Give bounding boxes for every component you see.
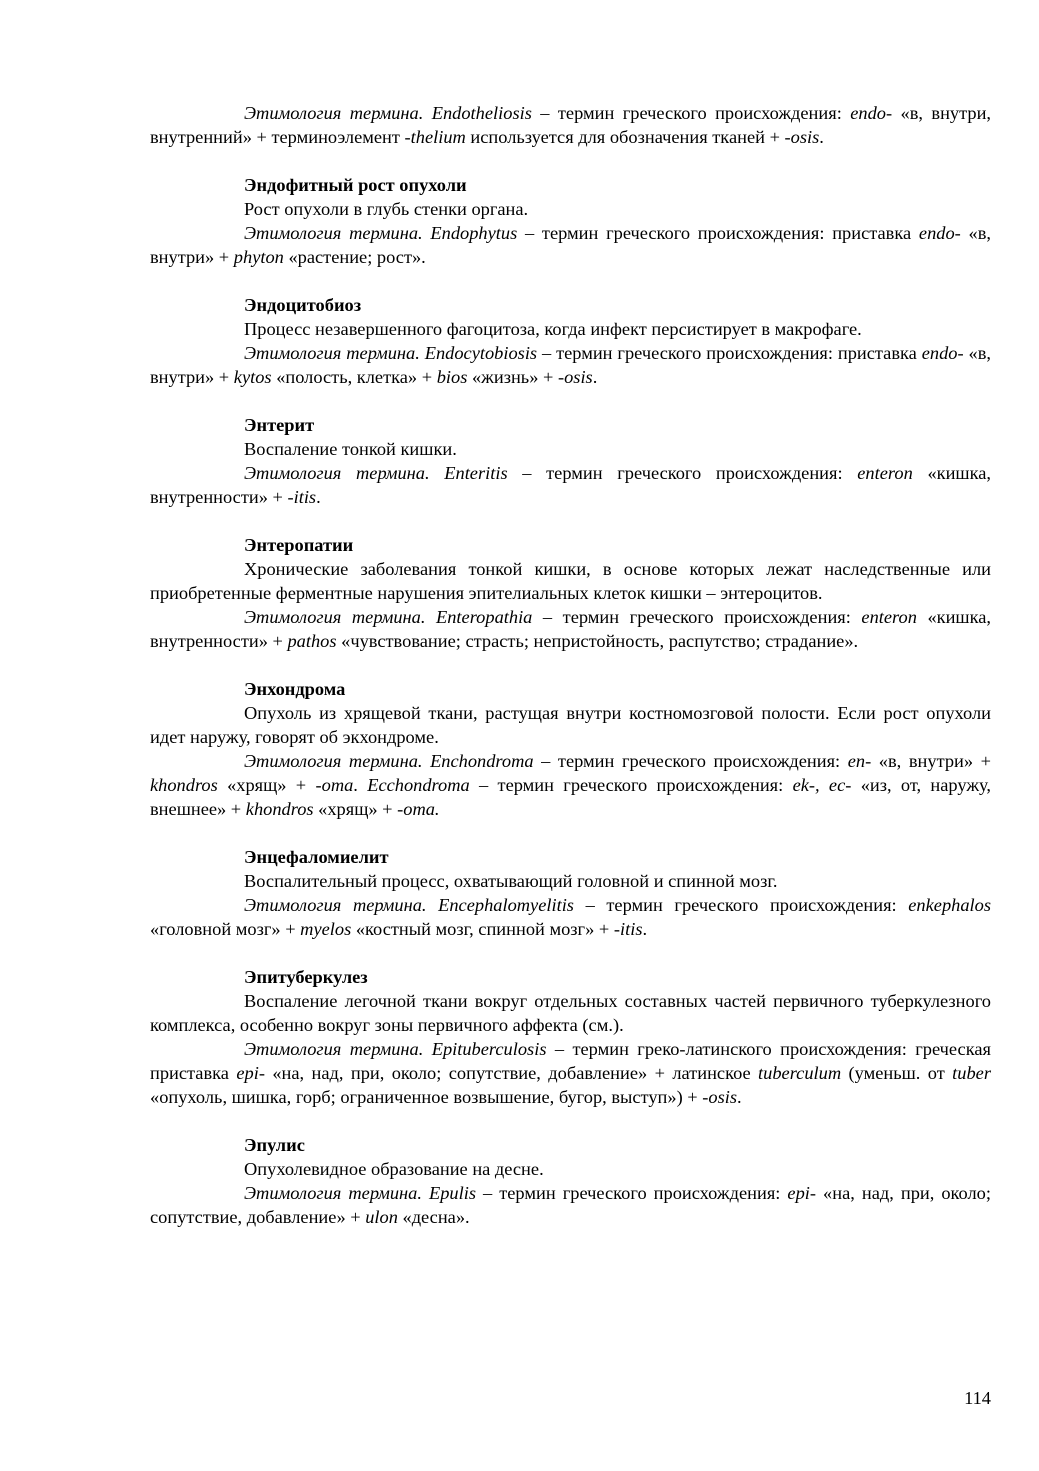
text-segment: Хронические заболевания тонкой кишки, в основе которых лежат наследственные или приобретенные ферментные нарушения эпителиальных клеток кишки – энтероцитов. (150, 559, 991, 603)
italic-segment: endo- (850, 103, 893, 123)
italic-segment: epi- (236, 1063, 265, 1083)
text-segment: . (819, 127, 824, 147)
entry-term: Эндоцитобиоз (244, 295, 362, 315)
text-segment: Процесс незавершенного фагоцитоза, когда инфект персистирует в макрофаге. (244, 319, 862, 339)
text-segment: «чувствование; страсть; непристойность, распутство; страдание». (336, 631, 859, 651)
italic-segment: Этимология термина. Endotheliosis (244, 103, 532, 123)
text-segment: (уменьш. от (841, 1063, 953, 1083)
text-segment: используется для обозначения тканей + (465, 127, 785, 147)
text-segment: «на, над, при, около; сопутствие, добавление» + латинское (264, 1063, 759, 1083)
italic-segment: Этимология термина. Epulis (244, 1183, 476, 1203)
italic-segment: pathos (287, 631, 337, 651)
definition-paragraph (150, 869, 991, 893)
page-number: 114 (964, 1388, 991, 1408)
italic-segment: -itis (613, 919, 643, 939)
text-segment: – термин греческого происхождения: (507, 463, 858, 483)
etymology-paragraph (150, 461, 991, 509)
definition-paragraph (150, 1157, 991, 1181)
italic-segment: Этимология термина. Epituberculosis (244, 1039, 547, 1059)
italic-segment: phyton (233, 247, 284, 267)
italic-segment: Этимология термина. Enteritis (244, 463, 508, 483)
glossary-entry (150, 677, 991, 821)
italic-segment: ek-, ec- (792, 775, 852, 795)
definition-paragraph (150, 701, 991, 749)
text-segment: . (353, 775, 368, 795)
entry-term: Энцефаломиелит (244, 847, 389, 867)
text-segment: «полость, клетка» + (271, 367, 437, 387)
text-segment: «десна». (397, 1207, 470, 1227)
text-segment: «в, внутри, внутренний» + терминоэлемент (150, 103, 992, 147)
italic-segment: epi- (787, 1183, 817, 1203)
italic-segment: bios (436, 367, 468, 387)
italic-segment: Этимология термина. Endocytobiosis (244, 343, 538, 363)
italic-segment: khondros (150, 775, 218, 795)
text-segment: «опухоль, шишка, горб; ограниченное возвышение, бугор, выступ») + (150, 1087, 703, 1107)
entry-term: Эндофитный рост опухоли (244, 175, 467, 195)
text-segment: . (642, 919, 648, 939)
italic-segment: -oma (315, 775, 354, 795)
italic-segment: tuberculum (758, 1063, 842, 1083)
glossary-entry (150, 845, 991, 941)
glossary-entry (150, 533, 991, 653)
italic-segment: -thelium (404, 127, 466, 147)
etymology-paragraph (150, 101, 991, 149)
italic-segment: endo- (921, 343, 964, 363)
italic-segment: -osis (557, 367, 593, 387)
italic-segment: ulon (365, 1207, 398, 1227)
italic-segment: tuber (952, 1063, 991, 1083)
text-segment: – термин греческого происхождения: (533, 751, 848, 771)
italic-segment: Этимология термина. Endophytus (244, 223, 518, 243)
definition-paragraph (150, 557, 991, 605)
definition-paragraph (150, 317, 991, 341)
text-segment: – термин греческого происхождения: (531, 103, 851, 123)
entry-term: Энхондрома (244, 679, 346, 699)
text-segment: «растение; рост». (283, 247, 426, 267)
entry-term: Энтеропатии (244, 535, 354, 555)
text-segment: Рост опухоли в глубь стенки органа. (244, 199, 529, 219)
text-segment: «жизнь» + (467, 367, 558, 387)
text-segment: «в, внутри» + (871, 751, 992, 771)
italic-segment: Этимология термина. Enteropathia (244, 607, 533, 627)
italic-segment: Ecchondroma (367, 775, 470, 795)
glossary-entry (150, 173, 991, 269)
entry-term: Эпитуберкулез (244, 967, 368, 987)
text-segment: «хрящ» + (313, 799, 398, 819)
glossary-entry (150, 965, 991, 1109)
text-segment: Воспалительный процесс, охватывающий головной и спинной мозг. (244, 871, 778, 891)
italic-segment: en- (847, 751, 872, 771)
text-segment: Опухоль из хрящевой ткани, растущая внутри костномозговой полости. Если рост опухоли идет наружу, говорят об экхондроме. (150, 703, 991, 747)
glossary-entry (150, 413, 991, 509)
entry-term: Энтерит (244, 415, 315, 435)
etymology-paragraph (150, 341, 991, 389)
italic-segment: khondros (245, 799, 314, 819)
italic-segment: -osis (702, 1087, 738, 1107)
etymology-paragraph (150, 1037, 991, 1109)
etymology-paragraph (150, 749, 991, 821)
text-segment: «в, внутри» + (150, 223, 992, 267)
definition-paragraph (150, 197, 991, 221)
italic-segment: myelos (300, 919, 352, 939)
text-segment: – термин греческого происхождения: (469, 775, 793, 795)
text-segment: – термин греко-латинского происхождения: греческая приставка (150, 1039, 991, 1083)
italic-segment: kytos (233, 367, 272, 387)
italic-segment: endo- (918, 223, 961, 243)
entry-term: Эпулис (244, 1135, 305, 1155)
text-segment: . (316, 487, 321, 507)
etymology-paragraph (150, 893, 991, 941)
text-segment: – термин греческого происхождения: приставка (517, 223, 919, 243)
glossary-entry (150, 1133, 991, 1229)
text-segment: Опухолевидное образование на десне. (244, 1159, 544, 1179)
text-segment: «кишка, внутренности» + (150, 463, 991, 507)
text-segment: – термин греческого происхождения: (532, 607, 862, 627)
text-segment: «костный мозг, спинной мозг» + (351, 919, 614, 939)
italic-segment: enteron (857, 463, 913, 483)
italic-segment: -osis (784, 127, 820, 147)
italic-segment: -oma. (397, 799, 440, 819)
text-segment: «на, над, при, около; сопутствие, добавление» + (150, 1183, 991, 1227)
text-segment: «в, внутри» + (150, 343, 991, 387)
italic-segment: enteron (861, 607, 917, 627)
text-segment: «головной мозг» + (150, 919, 301, 939)
italic-segment: Этимология термина. Enchondroma (244, 751, 534, 771)
definition-paragraph (150, 437, 991, 461)
glossary-entry (150, 101, 991, 149)
text-segment: «хрящ» + (217, 775, 316, 795)
etymology-paragraph (150, 221, 991, 269)
text-segment: . (737, 1087, 742, 1107)
etymology-paragraph (150, 605, 991, 653)
italic-segment: enkephalos (908, 895, 991, 915)
text-segment: – термин греческого происхождения: (475, 1183, 788, 1203)
text-segment: . (592, 367, 598, 387)
text-segment: Воспаление легочной ткани вокруг отдельных составных частей первичного туберкулезного комплекса, особенно вокруг зоны первичного аффекта (см.). (150, 991, 991, 1035)
glossary-entry (150, 293, 991, 389)
text-segment: – термин греческого происхождения: (573, 895, 909, 915)
italic-segment: -itis (287, 487, 317, 507)
document-body (150, 101, 991, 1253)
text-segment: «из, от, наружу, внешнее» + (150, 775, 991, 819)
etymology-paragraph (150, 1181, 991, 1229)
text-segment: – термин греческого происхождения: приставка (537, 343, 922, 363)
text-segment: Воспаление тонкой кишки. (244, 439, 457, 459)
definition-paragraph (150, 989, 991, 1037)
italic-segment: Этимология термина. Encephalomyelitis (244, 895, 574, 915)
text-segment: «кишка, внутренности» + (150, 607, 991, 651)
